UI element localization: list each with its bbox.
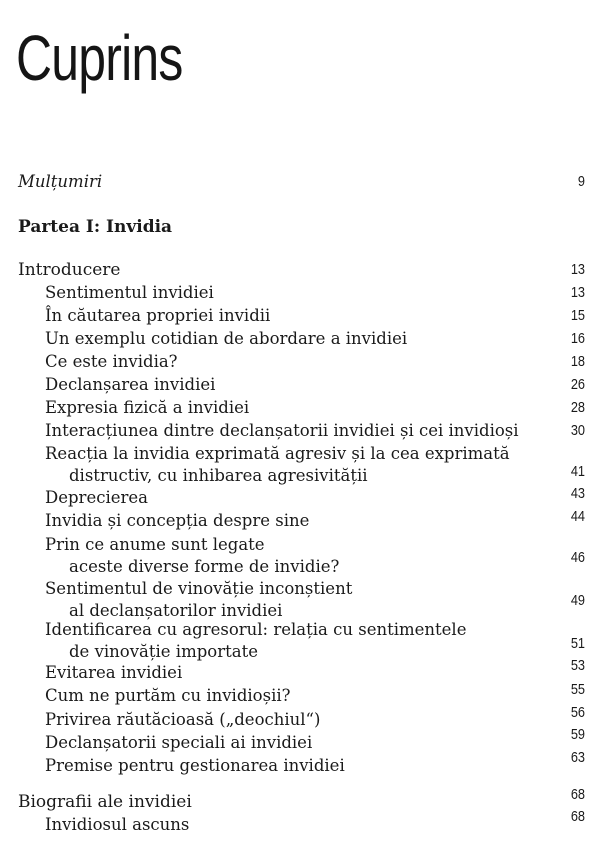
- toc-entry-label-continued: al declanșatorilor invidiei: [69, 601, 283, 620]
- toc-entry: [45, 709, 320, 731]
- toc-page-number: 51: [570, 635, 585, 652]
- toc-page-number: 43: [570, 485, 585, 502]
- toc-chapter-introduction: [18, 259, 120, 281]
- toc-entry-label: Reacția la invidia exprimată agresiv și la cea exprimată: [45, 444, 510, 463]
- toc-page-number: 55: [570, 681, 585, 698]
- toc-entry: [45, 374, 215, 396]
- toc-page-number: 28: [570, 399, 585, 416]
- toc-entry-label: Cum ne purtăm cu invidioșii?: [45, 686, 291, 705]
- toc-entry-label: Biografii ale invidiei: [18, 792, 192, 812]
- toc-entry-label: Introducere: [18, 260, 121, 280]
- toc-page-number: 18: [570, 353, 585, 370]
- toc-chapter-biographies: [18, 791, 192, 813]
- toc-entry-label: Deprecierea: [45, 488, 148, 507]
- toc-entry: [45, 420, 519, 442]
- toc-page-number: 13: [570, 284, 585, 301]
- toc-entry-label: Sentimentul invidiei: [45, 283, 214, 302]
- toc-entry: [45, 305, 270, 327]
- toc-entry: [45, 578, 352, 622]
- toc-page-number: 68: [570, 786, 585, 803]
- toc-entry: [45, 397, 249, 419]
- toc-entry: [45, 685, 290, 707]
- toc-entry-label: Evitarea invidiei: [45, 663, 183, 682]
- toc-entry: [45, 282, 214, 304]
- toc-entry-label: Identificarea cu agresorul: relația cu sentimentele: [45, 620, 467, 639]
- toc-page-number: 53: [570, 657, 585, 674]
- toc-page-number: 41: [570, 463, 585, 480]
- toc-part-heading: [18, 216, 172, 238]
- toc-entry-label: Invidia și concepția despre sine: [45, 511, 310, 530]
- toc-entry-label: Interacțiunea dintre declanșatorii invidiei și cei invidioși: [45, 421, 519, 440]
- toc-entry-label: Premise pentru gestionarea invidiei: [45, 756, 345, 775]
- toc-entry-label: Expresia fizică a invidiei: [45, 398, 250, 417]
- toc-entry-label: Privirea răutăcioasă („deochiul“): [45, 710, 321, 729]
- toc-page-number: 46: [570, 549, 585, 566]
- toc-entry-label: Un exemplu cotidian de abordare a invidiei: [45, 329, 408, 348]
- page-title: Cuprins: [16, 22, 183, 94]
- toc-entry-label-continued: de vinovăție importate: [69, 642, 258, 661]
- toc-page-number: 56: [570, 704, 585, 721]
- toc-entry: [45, 755, 345, 777]
- toc-entry-label: Declanșatorii speciali ai invidiei: [45, 733, 313, 752]
- toc-page-number: 13: [570, 261, 585, 278]
- toc-entry-label-continued: distructiv, cu inhibarea agresivității: [69, 466, 368, 485]
- toc-entry: [45, 662, 182, 684]
- toc-page-number: 26: [570, 376, 585, 393]
- toc-page-number: 44: [570, 508, 585, 525]
- toc-page-number: 16: [570, 330, 585, 347]
- toc-entry: [45, 510, 309, 532]
- toc-entry: [45, 443, 510, 487]
- toc-entry-label: Mulțumiri: [18, 172, 103, 191]
- toc-entry: [45, 328, 407, 350]
- toc-entry-label: Partea I: Invidia: [18, 217, 173, 237]
- toc-page-number: 49: [570, 592, 585, 609]
- toc-entry-label: Declanșarea invidiei: [45, 375, 216, 394]
- toc-entry-label: Prin ce anume sunt legate: [45, 535, 265, 554]
- toc-entry-label: Ce este invidia?: [45, 352, 178, 371]
- toc-entry-acknowledgements: [18, 171, 102, 193]
- toc-entry: [45, 534, 339, 578]
- toc-page-number: 63: [570, 749, 585, 766]
- toc-page-number: 9: [577, 173, 585, 190]
- toc-entry: [45, 487, 148, 509]
- toc-entry-label: Invidiosul ascuns: [45, 815, 190, 834]
- toc-entry: [45, 351, 178, 373]
- toc-entry-label-continued: aceste diverse forme de invidie?: [69, 557, 340, 576]
- toc-page-number: 15: [570, 307, 585, 324]
- toc-entry-label: Sentimentul de vinovăție inconștient: [45, 579, 353, 598]
- toc-entry: [45, 732, 312, 754]
- toc-entry: [45, 619, 466, 663]
- toc-page-number: 30: [570, 422, 585, 439]
- toc-entry: [45, 814, 189, 836]
- toc-page-number: 59: [570, 726, 585, 743]
- toc-entry-label: În căutarea propriei invidii: [45, 306, 271, 325]
- toc-page-number: 68: [570, 808, 585, 825]
